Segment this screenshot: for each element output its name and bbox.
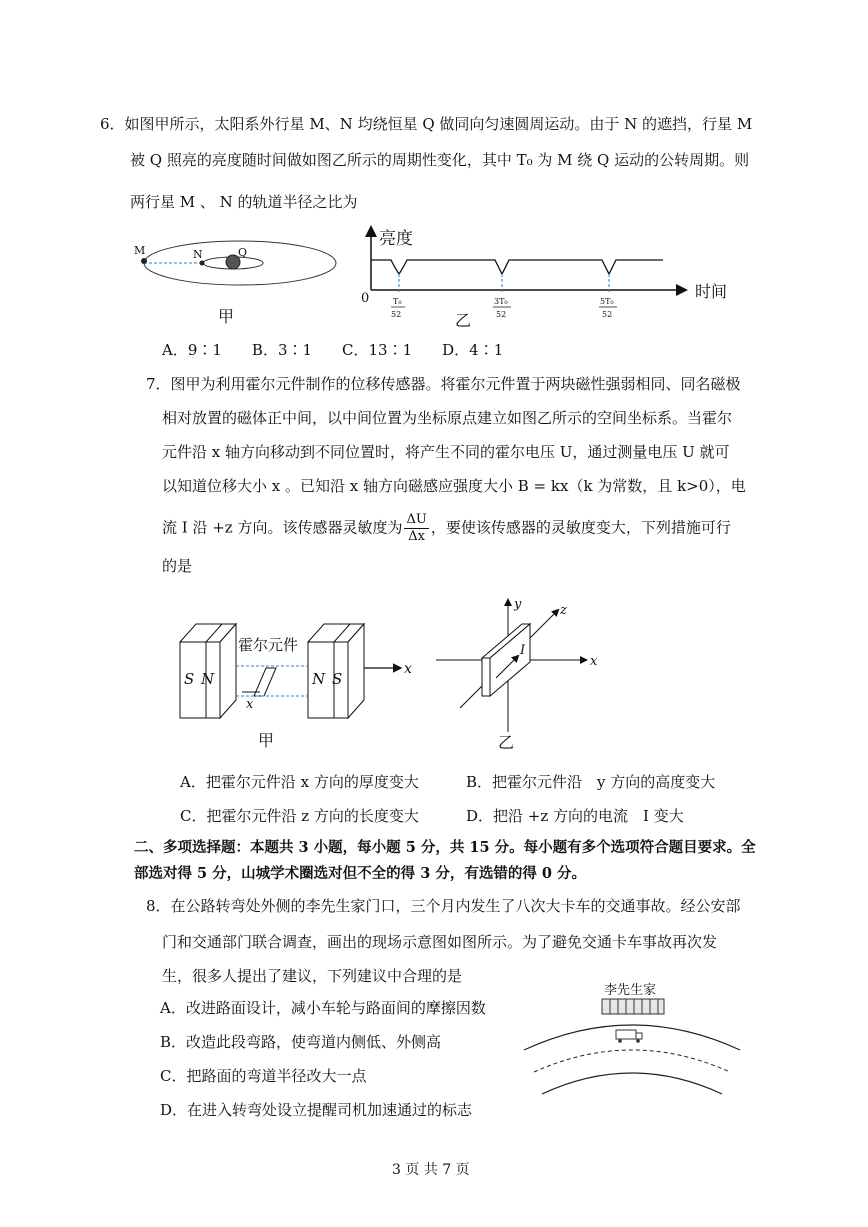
label-n-left: N	[201, 670, 215, 688]
disp-x-label: x	[246, 697, 254, 712]
q7-option-d: D．把沿 +z 方向的电流 I 变大	[466, 807, 684, 825]
xlabel: 时间	[695, 282, 728, 301]
q7-stem-line4: 以知道位移大小 x 。已知沿 x 轴方向磁感应强度大小 B = kx（k 为常数，且 k>0），电	[162, 477, 746, 495]
truck-icon	[616, 1030, 642, 1043]
road-inner-edge	[542, 1073, 722, 1094]
q7-option-a: A．把霍尔元件沿 x 方向的厚度变大	[180, 773, 419, 791]
label-s-right: S	[332, 670, 343, 688]
sensitivity-fraction: $\frac{\Delta U}{\Delta x}$	[406, 512, 427, 544]
q6-figure-jia	[130, 236, 345, 326]
label-n: N	[193, 248, 203, 261]
section2-header-line1: 二、多项选择题：本题共 3 小题，每小题 5 分，共 15 分。每小题有多个选项符合题目要求。全	[134, 839, 756, 856]
q6-figure-yi	[355, 220, 735, 330]
section2-header-line2: 部选对得 5 分，山城学术圈选对但不全的得 3 分，有选错的得 0 分。	[134, 865, 587, 882]
q8-option-d: D．在进入转弯处设立提醒司机加速通过的标志	[160, 1101, 473, 1119]
q7-stem-line1: 7．图甲为利用霍尔元件制作的位移传感器。将霍尔元件置于两块磁性强弱相同、同名磁极	[146, 375, 741, 393]
svg-text:5T₀: 5T₀	[600, 297, 614, 306]
page-footer: 3 页 共 7 页	[392, 1162, 470, 1178]
label-q: Q	[238, 246, 248, 259]
road-centerline	[534, 1050, 730, 1072]
q7-option-c: C．把霍尔元件沿 z 方向的长度变大	[180, 807, 419, 825]
q7-stem-line2: 相对放置的磁体正中间，以中间位置为坐标原点建立如图乙所示的空间坐标系。当霍尔	[162, 409, 733, 427]
y-label: y	[514, 597, 522, 612]
origin-label: 0	[361, 291, 370, 306]
planet-n	[200, 261, 205, 266]
house	[602, 999, 664, 1014]
q8-option-a: A．改进路面设计，减小车轮与路面间的摩擦因数	[160, 999, 486, 1017]
tick-1	[391, 297, 405, 319]
hall-element-label: 霍尔元件	[238, 636, 299, 654]
caption-yi-7: 乙	[498, 733, 515, 752]
q7-stem-line6: 的是	[162, 557, 193, 575]
brightness-curve	[371, 260, 663, 274]
current-label: I	[520, 643, 526, 658]
q6-stem-line3: 两行星 M 、 N 的轨道半径之比为	[130, 193, 358, 211]
q6-stem-line2: 被 Q 照亮的亮度随时间做如图乙所示的周期性变化，其中 T₀ 为 M 绕 Q 运动的公转周期。则	[130, 151, 750, 169]
q8-option-b: B．改造此段弯路，使弯道内侧低、外侧高	[160, 1033, 442, 1051]
q7-figure-yi	[430, 592, 610, 752]
q8-option-c: C．把路面的弯道半径改大一点	[160, 1067, 367, 1085]
q8-stem-line3: 生，很多人提出了建议，下列建议中合理的是	[162, 967, 463, 985]
label-s-left: S	[184, 670, 195, 688]
q7-option-b: B．把霍尔元件沿 y 方向的高度变大	[466, 773, 716, 791]
svg-text:3T₀: 3T₀	[494, 297, 508, 306]
q6-options: A．9∶1 B．3∶1 C．13∶1 D．4∶1	[162, 341, 504, 359]
ylabel: 亮度	[379, 229, 413, 249]
tick-3	[599, 297, 617, 319]
q6-stem-line1: 6．如图甲所示，太阳系外行星 M、N 均绕恒星 Q 做同向匀速圆周运动。由于 N 的遮挡，行星 M	[100, 115, 753, 133]
house-label: 李先生家	[604, 983, 657, 998]
q8-road-figure	[520, 978, 748, 1098]
label-m: M	[134, 244, 146, 257]
svg-text:52: 52	[602, 310, 613, 319]
svg-text:52: 52	[391, 310, 402, 319]
svg-text:52: 52	[496, 310, 507, 319]
z-label: z	[560, 603, 567, 618]
q7-figure-jia	[170, 612, 420, 752]
caption-yi: 乙	[455, 311, 472, 330]
x-axis-label: x	[404, 661, 412, 677]
hall-plate	[482, 624, 530, 696]
caption-jia: 甲	[218, 307, 235, 326]
planet-m	[141, 258, 147, 264]
q7-stem-line3: 元件沿 x 轴方向移动到不同位置时，将产生不同的霍尔电压 U，通过测量电压 U 就可	[162, 443, 730, 461]
label-n-right: N	[312, 670, 326, 688]
svg-text:T₀: T₀	[393, 297, 402, 306]
x-label: x	[590, 654, 598, 669]
q7-stem-line5: 流 I 沿 +z 方向。该传感器灵敏度为 $\frac{\Delta U}{\Delta x}$ ，要使该传感器的灵敏度变大，下列措施可行	[162, 512, 731, 544]
q8-stem-line1: 8．在公路转弯处外侧的李先生家门口，三个月内发生了八次大卡车的交通事故。经公安部	[146, 897, 741, 915]
caption-jia-7: 甲	[258, 731, 275, 750]
q8-stem-line2: 门和交通部门联合调查，画出的现场示意图如图所示。为了避免交通卡车事故再次发	[162, 933, 718, 951]
tick-2	[493, 297, 511, 319]
